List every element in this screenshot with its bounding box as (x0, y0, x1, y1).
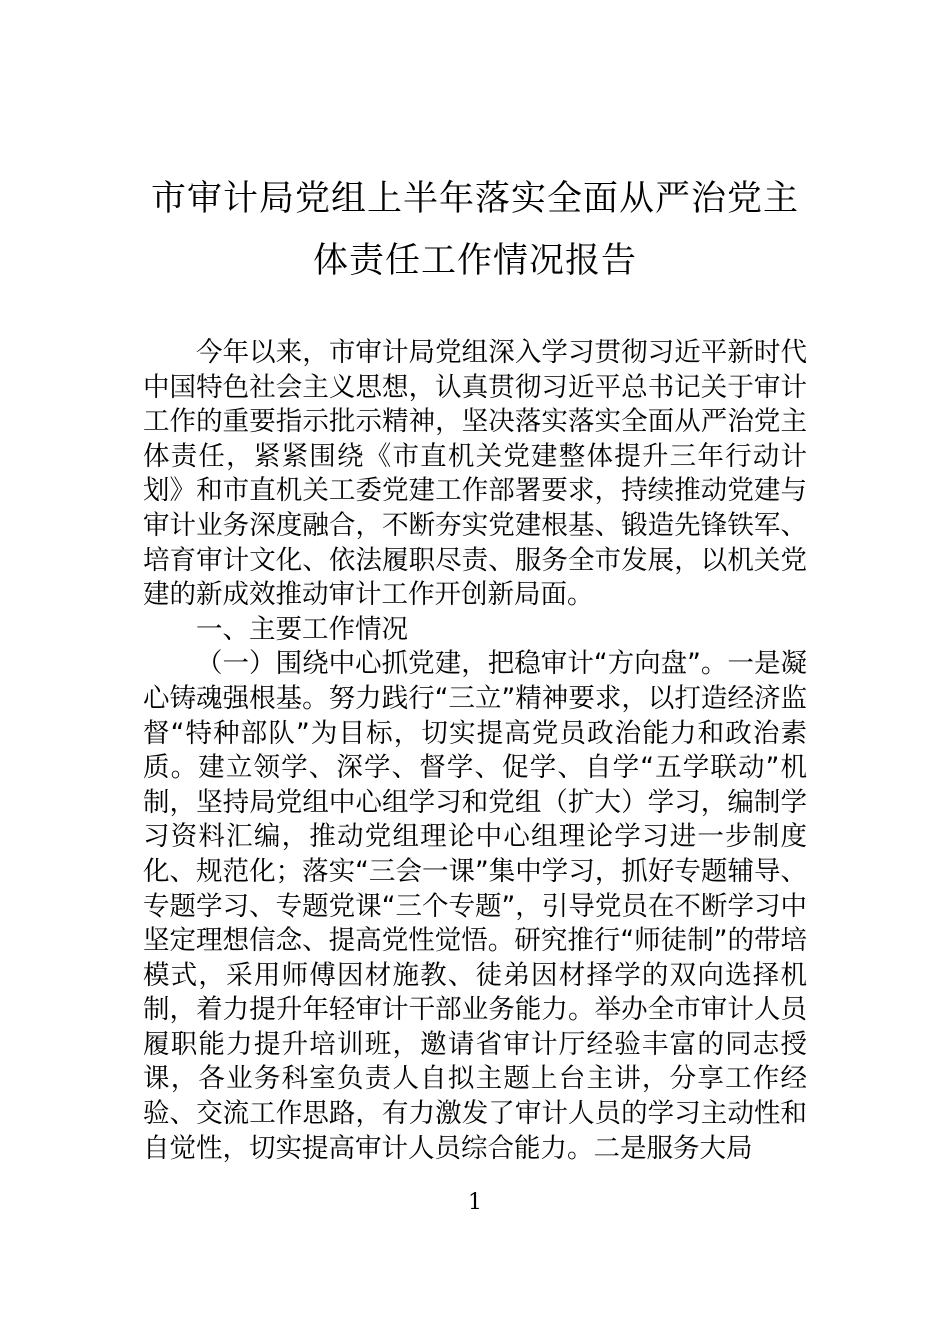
title-line-1: 市审计局党组上半年落实全面从严治党主 (150, 179, 799, 219)
section-heading: 一、主要工作情况 (196, 613, 408, 645)
paragraph-section-1: （一）围绕中心抓党建，把稳审计“方向盘”。一是凝心铸魂强根基。努力践行“三立”精神要求，以打造经济监督“特种部队”为目标，切实提高党员政治能力和政治素质。建立领学、深学、督学、促学、自学“五学联动”机制，坚持局党组中心组学习和党组（扩大）学习，编制学习资料汇编，推动党组理论中心组理论学习进一步制度化、规范化；落实“三会一课”集中学习，抓好专题辅导、专题学习、专题党课“三个专题”，引导党员在不断学习中坚定理想信念、提高党性觉悟。研究推行“师徒制”的带培模式，采用师傅因材施教、徒弟因材择学的双向选择机制，着力提升年轻审计干部业务能力。举办全市审计人员履职能力提升培训班，邀请省审计厅经验丰富的同志授课，各业务科室负责人自拟主题上台主讲，分享工作经验、交流工作思路，有力激发了审计人员的学习主动性和自觉性，切实提高审计人员综合能力。二是服务大局 (143, 648, 807, 1164)
paragraph-intro: 今年以来，市审计局党组深入学习贯彻习近平新时代中国特色社会主义思想，认真贯彻习近平总书记关于审计工作的重要指示批示精神，坚决落实落实全面从严治党主体责任，紧紧围绕《市直机关党建整体提升三年行动计划》和市直机关工委党建工作部署要求，持续推动党建与审计业务深度融合，不断夯实党建根基、锻造先锋铁军、培育审计文化、依法履职尽责、服务全市发展，以机关党建的新成效推动审计工作开创新局面。 (143, 337, 807, 611)
page-number: 1 (468, 1190, 482, 1215)
document-title (100, 168, 850, 292)
title-line-2: 体责任工作情况报告 (312, 241, 637, 281)
document-body (143, 336, 807, 1166)
